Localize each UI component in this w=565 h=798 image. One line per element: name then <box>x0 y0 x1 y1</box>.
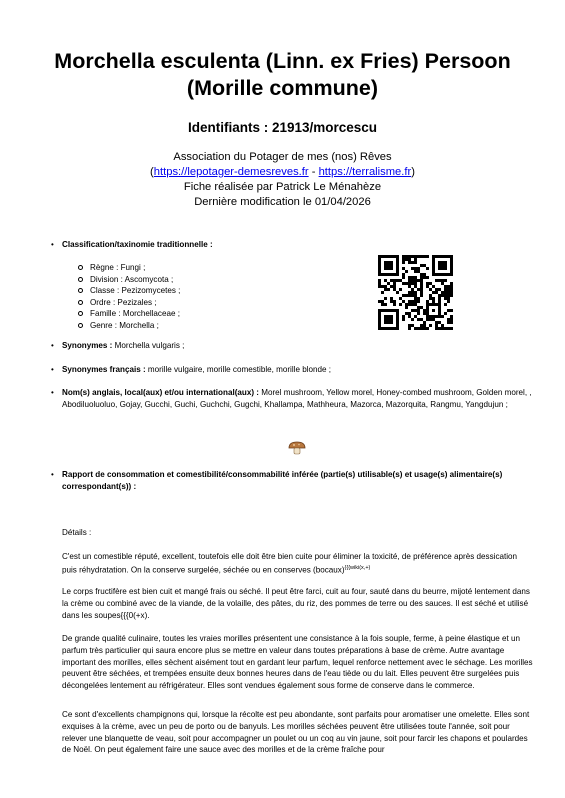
modified-line: Dernière modification le 01/04/2026 <box>194 196 371 208</box>
list-item: Règne : Fungi ; <box>90 262 180 274</box>
circle-bullet-icon <box>78 311 83 316</box>
list-item: Genre : Morchella ; <box>90 320 180 332</box>
title-line-2: (Morille commune) <box>186 76 379 100</box>
bullet-icon: • <box>51 240 54 249</box>
synonymes-fr-section <box>51 364 532 376</box>
synonymes-fr-value: morille vulgaire, morille comestible, morille blonde ; <box>145 365 331 374</box>
circle-bullet-icon <box>78 265 83 270</box>
paragraph-3: De grande qualité culinaire, toutes les vraies morilles présentent une consistance à la fois souple, ferme, à peine élastique et un parfum très particulier qui saura encore plus se mettre en valeur dans toutes préparations à base de crème. Autre avantage important des morilles, elles sèchent aisément tout en gardant leur parfum, lequel renforce nettement avec le séchage. Les morilles peuvent être séchées, et trempées ensuite deux bonnes heures dans de l'eau tiède ou du lait. Elles peuvent être surgelées puis décongelées lentement au réfrigérateur. Elles sont vendues également sous forme de conserve dans le commerce. <box>62 634 533 691</box>
mushroom-icon <box>288 441 306 455</box>
paragraph-1: C'est un comestible réputé, excellent, toutefois elle doit être bien cuite pour éliminer la toxicité, de préférence après dessication puis réhydratation. On la conserve surgelée, séchée ou en conserves (bocaux)$^{\{\{\{wiki(x,+)}$ <box>62 552 518 575</box>
details-label: Détails : <box>62 528 92 537</box>
paragraph-2: Le corps fructifère est bien cuit et mangé frais ou séché. Il peut être farci, cuit au four, sauté dans du beurre, mijoté lentement dans la crème ou combiné avec de la viande, de la volaille, des pâtes, du riz, des pommes de terre ou des sauces. Il est séché et utilisé dans les soupes{{{0(+x). <box>62 587 530 620</box>
page-title <box>20 48 545 102</box>
list-item: Division : Ascomycota ; <box>90 274 180 286</box>
noms-value: Morel mushroom, Yellow morel, Honey-combed mushroom, Golden morel, , Abodiluoluoluo, Gojay, Gucchi, Guchi, Guchchi, Gugchi, Khallampa, Mathheura, Mazorca, Mazorquita, Rangmu, Yangdujun ; <box>62 388 532 409</box>
list-item: Ordre : Pezizales ; <box>90 297 180 309</box>
bullet-icon: • <box>51 365 54 374</box>
bullet-icon: • <box>51 341 54 350</box>
bullet-icon: • <box>51 470 54 479</box>
rapport-label: Rapport de consommation et comestibilité/consommabilité inférée (partie(s) utilisable(s) et usage(s) alimentaire(s) correspondant(s)) : <box>62 470 503 491</box>
link-lepotager[interactable]: https://lepotager-demesreves.fr <box>153 166 309 178</box>
footnote-ref: {{{wiki(x,+) <box>344 564 371 571</box>
noms-section <box>51 387 532 411</box>
association-name: Association du Potager de mes (nos) Rêves <box>173 151 392 163</box>
bullet-icon: • <box>51 388 54 397</box>
circle-bullet-icon <box>78 277 83 282</box>
synonymes-label: Synonymes : <box>62 341 113 350</box>
paragraph-4: Ce sont d'excellents champignons qui, lorsque la récolte est peu abondante, sont parfaits pour aromatiser une omelette. Elles sont exquises à la crème, avec un peu de porto ou de banyuls. Les morilles séchées peuvent être utilisées toute l'année, soit pour relever une blanquette de veau, soit pour accompagner un poulet ou un coq au vin jaune, soit pour farcir les chapons et poulardes de Noël. On peut également faire une sauce avec des morilles et de la crème fraîche pour <box>62 710 530 755</box>
list-item: Famille : Morchellaceae ; <box>90 308 180 320</box>
link-separator: - <box>308 166 319 178</box>
synonymes-value: Morchella vulgaris ; <box>112 341 185 350</box>
synonymes-section <box>51 340 532 352</box>
rapport-section <box>51 469 532 493</box>
classification-label: Classification/taxinomie traditionnelle : <box>62 240 213 249</box>
title-line-1: Morchella esculenta (Linn. ex Fries) Persoon <box>54 49 511 73</box>
classification-list <box>90 262 180 332</box>
noms-label: Nom(s) anglais, local(aux) et/ou international(aux) : <box>62 388 259 397</box>
circle-bullet-icon <box>78 288 83 293</box>
qr-code-icon <box>378 255 453 330</box>
identifiers: Identifiants : 21913/morcescu <box>187 120 378 135</box>
circle-bullet-icon <box>78 323 83 328</box>
link-terralisme[interactable]: https://terralisme.fr <box>318 166 412 178</box>
author-line: Fiche réalisée par Patrick Le Ménahèze <box>183 181 382 193</box>
list-item: Classe : Pezizomycetes ; <box>90 285 180 297</box>
synonymes-fr-label: Synonymes français : <box>62 365 146 374</box>
circle-bullet-icon <box>78 300 83 305</box>
links-line: (https://lepotager-demesreves.fr - https://terralisme.fr) <box>150 166 415 178</box>
classification-section <box>51 239 532 251</box>
association-block <box>0 150 565 210</box>
